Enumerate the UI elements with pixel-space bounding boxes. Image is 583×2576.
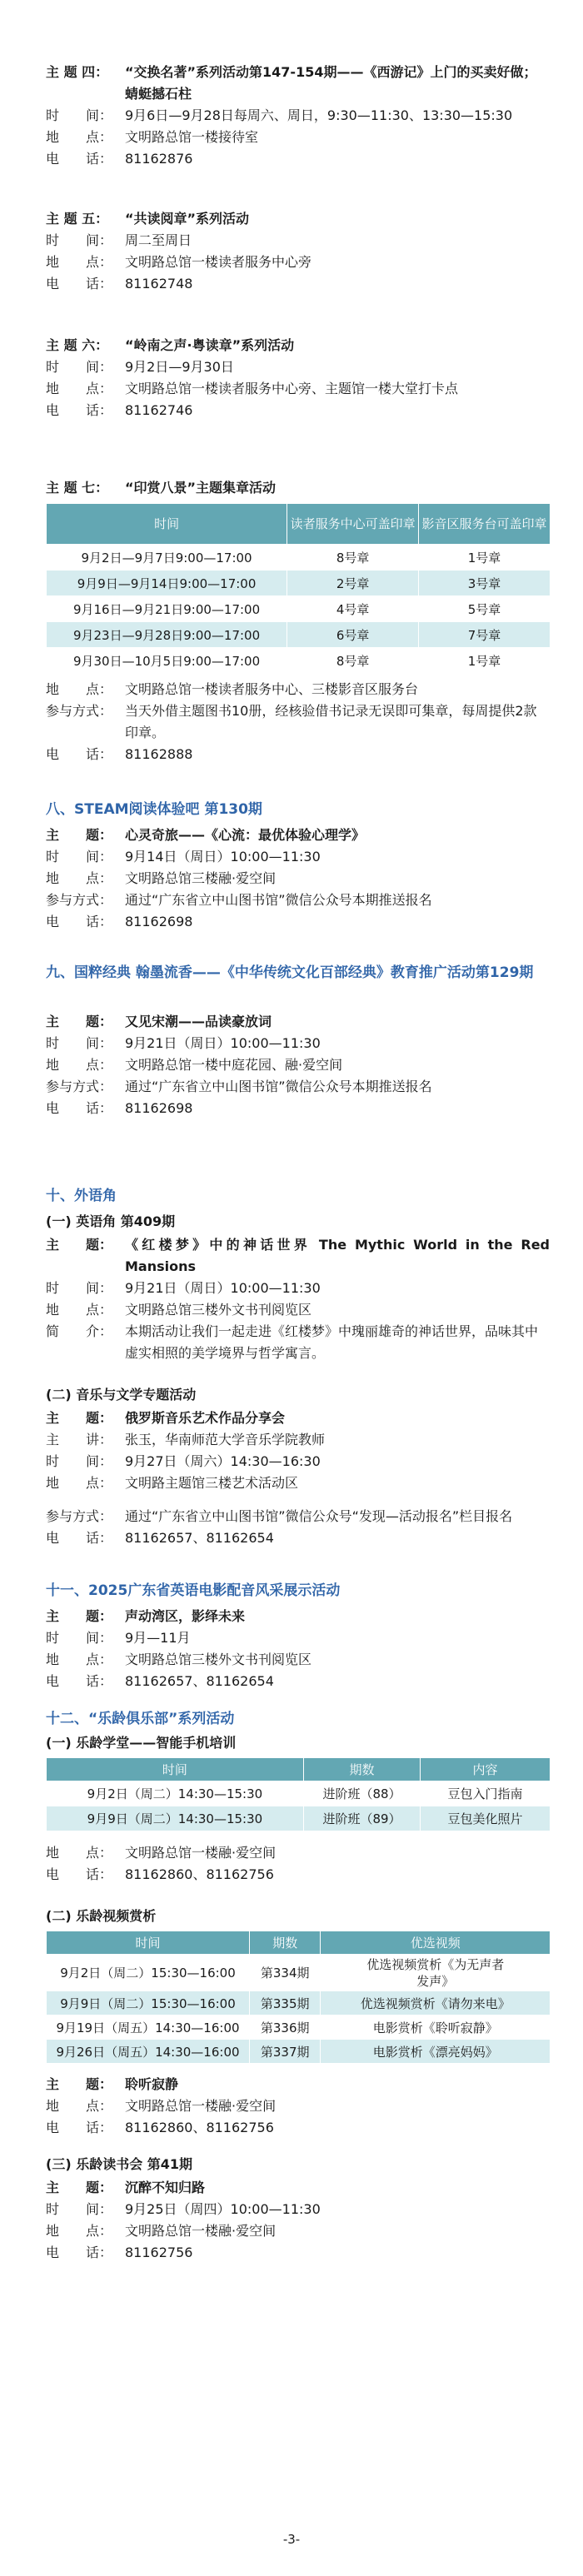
cell: 2号章: [287, 571, 419, 596]
label: 简 介：: [46, 1323, 113, 1339]
cell: 豆包美化照片: [421, 1806, 551, 1831]
label: 地 点：: [46, 870, 113, 886]
sec8-time: 9月14日（周日）10:00—11:30: [125, 849, 321, 864]
phone-training-place: 文明路总馆一楼融·爱空间: [125, 1845, 277, 1861]
cell: 9月16日—9月21日9:00—17:00: [47, 596, 287, 622]
cell: 6号章: [287, 622, 419, 648]
video-place: 文明路总馆一楼融·爱空间: [125, 2098, 277, 2114]
label: 电 话：: [46, 1530, 113, 1546]
cell: 进阶班（88）: [303, 1781, 420, 1806]
theme7-tel: 81162888: [125, 746, 193, 762]
header-cell: 读者服务中心可盖印章: [287, 504, 419, 545]
cell: 4号章: [287, 596, 419, 622]
table-row: [47, 1806, 551, 1831]
label: 参与方式：: [46, 703, 113, 719]
theme7-join: 当天外借主题图书10册，经核验借书记录无误即可集章，每周提供2款印章。: [125, 703, 537, 740]
sec11-time: 9月—11月: [125, 1630, 191, 1646]
table-row: [47, 571, 551, 596]
sec9-join: 通过“广东省立中山图书馆”微信公众号本期推送报名: [125, 1079, 432, 1094]
cell: 9月2日—9月7日9:00—17:00: [47, 545, 287, 571]
label: 电 话：: [46, 2120, 113, 2135]
label: 主 题 五：: [46, 211, 109, 227]
cell: 9月19日（周五）14:30—16:00: [47, 2015, 250, 2040]
label: 主 题：: [46, 1014, 113, 1029]
label: 时 间：: [46, 1035, 113, 1051]
cell: 3号章: [419, 571, 551, 596]
label: 地 点：: [46, 1302, 113, 1318]
cell: 1号章: [419, 545, 551, 571]
label: 电 话：: [46, 914, 113, 929]
header-cell: 内容: [421, 1758, 551, 1781]
music-join: 通过“广东省立中山图书馆”微信公众号“发现—活动报名”栏目报名: [125, 1508, 513, 1524]
label: 参与方式：: [46, 892, 113, 908]
english-corner-block: [46, 1234, 550, 1364]
phone-training-table: [46, 1757, 551, 1831]
sec8-tel: 81162698: [125, 914, 193, 929]
cell: 9月23日—9月28日9:00—17:00: [47, 622, 287, 648]
cell: 进阶班（89）: [303, 1806, 420, 1831]
label: 时 间：: [46, 107, 113, 123]
reading-club-tel: 81162756: [125, 2245, 193, 2260]
theme4-title: “交换名著”系列活动第147-154期——《西游记》上门的买卖好做；蜻蜓撼石柱: [125, 64, 537, 102]
cell: 豆包入门指南: [421, 1781, 551, 1806]
theme7-details: [46, 679, 550, 765]
label: 电 话：: [46, 151, 113, 167]
section-11-heading: 十一、2025广东省英语电影配音风采展示活动: [46, 1582, 341, 1599]
phone-training-tel: 81162860、81162756: [125, 1866, 274, 1882]
english-title: 《红楼梦》中的神话世界 The Mythic World in the Red Mansions: [125, 1237, 550, 1274]
theme4-block: [46, 62, 550, 170]
section-12-sub3: (三) 乐龄读书会 第41期: [46, 2156, 193, 2172]
table-row: [47, 622, 551, 648]
header-cell: 时间: [47, 1758, 304, 1781]
theme5-time: 周二至周日: [125, 232, 192, 248]
sec11-tel: 81162657、81162654: [125, 1673, 274, 1689]
section-12-heading: 十二、“乐龄俱乐部”系列活动: [46, 1711, 235, 1727]
video-title: 聆听寂静: [125, 2076, 179, 2092]
section-9-block: [46, 1011, 550, 1119]
theme6-place: 文明路总馆一楼读者服务中心旁、主题馆一楼大堂打卡点: [125, 381, 459, 396]
cell: 电影赏析《漂亮妈妈》: [321, 2040, 551, 2064]
section-10-sub2: (二) 音乐与文学专题活动: [46, 1387, 197, 1403]
video-details: [46, 2074, 550, 2139]
theme7-block: [46, 477, 550, 499]
cell: 9月30日—10月5日9:00—17:00: [47, 648, 287, 674]
cell: 8号章: [287, 648, 419, 674]
theme4-place: 文明路总馆一楼接待室: [125, 129, 259, 145]
sec8-join: 通过“广东省立中山图书馆”微信公众号本期推送报名: [125, 892, 432, 908]
phone-training-table-wrap: [46, 1757, 551, 1831]
header-cell: 期数: [250, 1931, 321, 1955]
label: 参与方式：: [46, 1079, 113, 1094]
section-12-sub2: (二) 乐龄视频赏析: [46, 1908, 157, 1924]
label: 地 点：: [46, 129, 113, 145]
music-speaker: 张玉，华南师范大学音乐学院教师: [125, 1432, 326, 1447]
label: 主 题：: [46, 2076, 113, 2092]
video-table: [46, 1931, 551, 2064]
music-block: [46, 1408, 550, 1549]
label: 主 题：: [46, 1410, 113, 1426]
table-row: [47, 1955, 551, 1991]
cell: 9月9日—9月14日9:00—17:00: [47, 571, 287, 596]
page-number: -3-: [282, 2532, 301, 2547]
music-tel: 81162657、81162654: [125, 1530, 274, 1546]
theme5-tel: 81162748: [125, 276, 193, 291]
cell: 8号章: [287, 545, 419, 571]
label: 时 间：: [46, 359, 113, 375]
label: 地 点：: [46, 2223, 113, 2239]
label: 主 题：: [46, 1608, 113, 1624]
theme5-title: “共读阅章”系列活动: [125, 211, 250, 227]
label: 电 话：: [46, 276, 113, 291]
cell: 9月9日（周二）14:30—15:30: [47, 1806, 304, 1831]
label: 地 点：: [46, 1475, 113, 1491]
label: 主 题：: [46, 1237, 113, 1253]
sec9-place: 文明路总馆一楼中庭花园、融·爱空间: [125, 1057, 343, 1073]
header-cell: 影音区服务台可盖印章: [419, 504, 551, 545]
cell: 电影赏析《聆听寂静》: [321, 2015, 551, 2040]
reading-club-block: [46, 2177, 550, 2264]
section-10-heading: 十、外语角: [46, 1188, 117, 1204]
theme4-time: 9月6日—9月28日每周六、周日，9:30—11:30、13:30—15:30: [125, 107, 513, 123]
label: 地 点：: [46, 254, 113, 270]
cell: 优选视频赏析《为无声者发声》: [321, 1955, 551, 1991]
label: 电 话：: [46, 1100, 113, 1116]
english-place: 文明路总馆三楼外文书刊阅览区: [125, 1302, 312, 1318]
theme7-title: “印赏八景”主题集章活动: [125, 480, 277, 496]
sec11-title: 声动湾区，影绎未来: [125, 1608, 246, 1624]
label: 电 话：: [46, 746, 113, 762]
theme6-block: [46, 335, 550, 421]
label: 主 题 四：: [46, 64, 109, 80]
theme6-tel: 81162746: [125, 402, 193, 418]
theme6-title: “岭南之声·粤读章”系列活动: [125, 337, 295, 353]
reading-club-place: 文明路总馆一楼融·爱空间: [125, 2223, 277, 2239]
cell: 第337期: [250, 2040, 321, 2064]
sec9-tel: 81162698: [125, 1100, 193, 1116]
table-row: [47, 648, 551, 674]
music-time: 9月27日（周六）14:30—16:30: [125, 1453, 321, 1469]
table-row: [47, 596, 551, 622]
theme6-time: 9月2日—9月30日: [125, 359, 234, 375]
cell: 7号章: [419, 622, 551, 648]
label: 主 题 六：: [46, 337, 109, 353]
table-row: [47, 1991, 551, 2015]
label: 电 话：: [46, 402, 113, 418]
cell: 第335期: [250, 1991, 321, 2015]
stamp-table: [46, 503, 551, 674]
section-11-block: [46, 1606, 550, 1692]
label: 参与方式：: [46, 1508, 113, 1524]
label: 地 点：: [46, 2098, 113, 2114]
cell: 9月2日（周二）14:30—15:30: [47, 1781, 304, 1806]
video-table-wrap: [46, 1931, 551, 2064]
cell: 1号章: [419, 648, 551, 674]
sec8-title: 心灵奇旅——《心流：最优体验心理学》: [125, 827, 366, 843]
theme4-tel: 81162876: [125, 151, 193, 167]
theme7-place: 文明路总馆一楼读者服务中心、三楼影音区服务台: [125, 681, 419, 697]
section-9-heading: 九、国粹经典 翰墨流香——《中华传统文化百部经典》教育推广活动第129期: [46, 964, 534, 981]
label: 地 点：: [46, 381, 113, 396]
label: 电 话：: [46, 1673, 113, 1689]
header-cell: 时间: [47, 504, 287, 545]
video-tel: 81162860、81162756: [125, 2120, 274, 2135]
theme5-block: [46, 208, 550, 295]
label: 时 间：: [46, 1453, 113, 1469]
music-place: 文明路主题馆三楼艺术活动区: [125, 1475, 299, 1491]
sec9-title: 又见宋潮——品读豪放词: [125, 1014, 272, 1029]
label: 地 点：: [46, 1057, 113, 1073]
header-cell: 时间: [47, 1931, 250, 1955]
section-10-sub1: (一) 英语角 第409期: [46, 1213, 176, 1229]
stamp-table-wrap: [46, 503, 551, 674]
section-8-heading: 八、STEAM阅读体验吧 第130期: [46, 801, 262, 818]
label: 主 题 七：: [46, 480, 109, 496]
cell: 9月26日（周五）14:30—16:00: [47, 2040, 250, 2064]
reading-club-title: 沉醉不知归路: [125, 2180, 206, 2195]
header-cell: 优选视频: [321, 1931, 551, 1955]
label: 时 间：: [46, 2201, 113, 2217]
cell: 第334期: [250, 1955, 321, 1991]
header-cell: 期数: [303, 1758, 420, 1781]
label: 主 讲：: [46, 1432, 113, 1447]
cell: 9月2日（周二）15:30—16:00: [47, 1955, 250, 1991]
cell: 9月9日（周二）15:30—16:00: [47, 1991, 250, 2015]
cell: 第336期: [250, 2015, 321, 2040]
label: 时 间：: [46, 1630, 113, 1646]
phone-training-details: [46, 1842, 550, 1886]
label: 电 话：: [46, 1866, 113, 1882]
section-8-block: [46, 825, 550, 933]
table-row: [47, 2015, 551, 2040]
label: 时 间：: [46, 849, 113, 864]
label: 主 题：: [46, 2180, 113, 2195]
reading-club-time: 9月25日（周四）10:00—11:30: [125, 2201, 321, 2217]
cell: 5号章: [419, 596, 551, 622]
label: 地 点：: [46, 1845, 113, 1861]
table-row: [47, 2040, 551, 2064]
table-row: [47, 1781, 551, 1806]
english-intro: 本期活动让我们一起走进《红楼梦》中瑰丽雄奇的神话世界，品味其中虚实相照的美学境界与哲学寓言。: [125, 1323, 539, 1361]
label: 主 题：: [46, 827, 113, 843]
table-row: [47, 545, 551, 571]
label: 时 间：: [46, 232, 113, 248]
label: 地 点：: [46, 681, 113, 697]
sec9-time: 9月21日（周日）10:00—11:30: [125, 1035, 321, 1051]
label: 电 话：: [46, 2245, 113, 2260]
sec11-place: 文明路总馆三楼外文书刊阅览区: [125, 1652, 312, 1667]
section-12-sub1: (一) 乐龄学堂——智能手机培训: [46, 1735, 237, 1751]
cell: 优选视频赏析《请勿来电》: [321, 1991, 551, 2015]
sec8-place: 文明路总馆三楼融·爱空间: [125, 870, 277, 886]
label: 时 间：: [46, 1280, 113, 1296]
music-title: 俄罗斯音乐艺术作品分享会: [125, 1410, 286, 1426]
label: 地 点：: [46, 1652, 113, 1667]
english-time: 9月21日（周日）10:00—11:30: [125, 1280, 321, 1296]
theme5-place: 文明路总馆一楼读者服务中心旁: [125, 254, 312, 270]
